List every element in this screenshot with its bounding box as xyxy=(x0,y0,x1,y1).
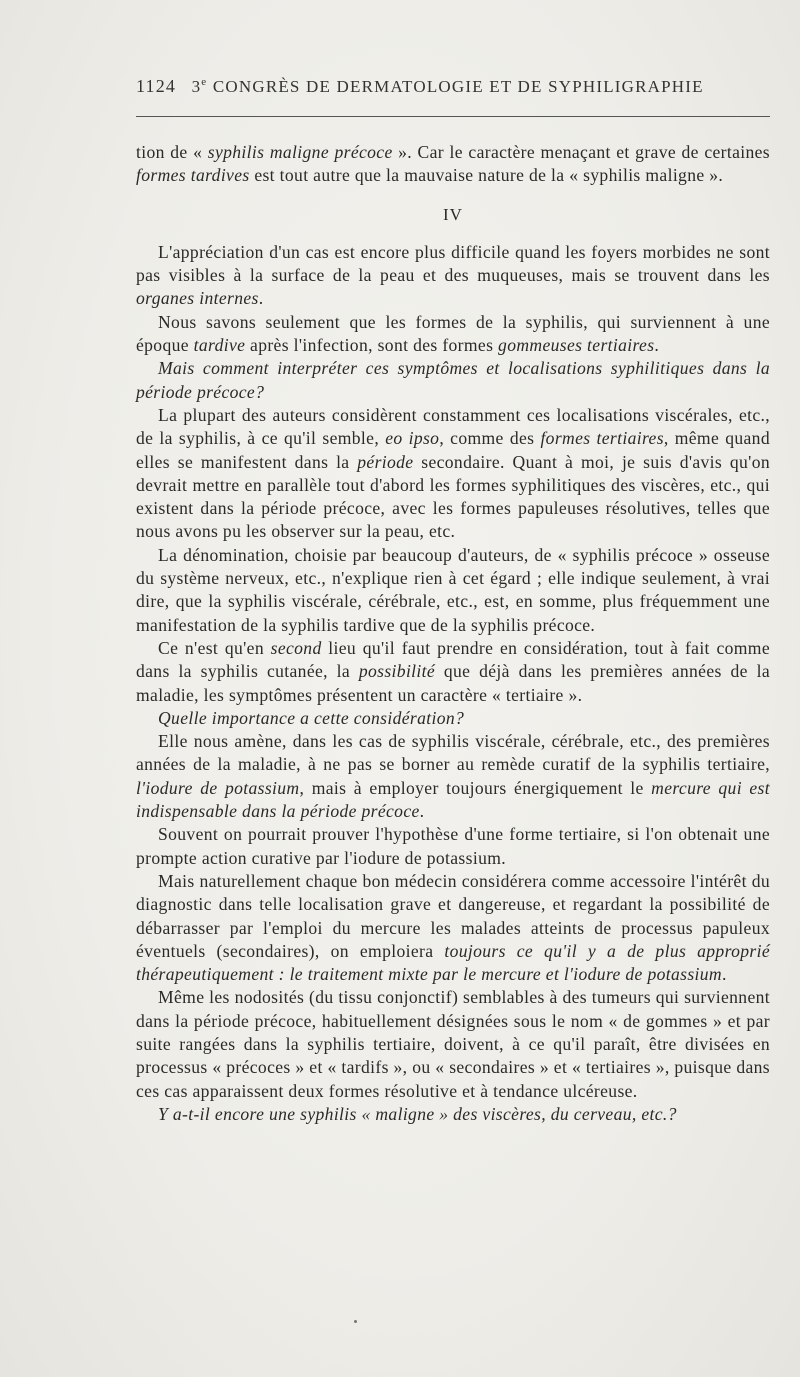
paragraph: Souvent on pourrait prouver l'hypothèse d'une forme tertiaire, si l'on obtenait une prompte action curative par l'iodure de potassium. xyxy=(136,824,770,868)
text-run: . xyxy=(654,335,660,356)
paragraph xyxy=(136,404,770,544)
header-title: CONGRÈS DE DERMATOLOGIE ET DE SYPHILIGRAPHIE xyxy=(212,77,704,96)
text-run: La plupart des auteurs considèrent constamment ces localisations viscérales, etc., de la syphilis, à ce qu'il semble, xyxy=(136,404,770,449)
congress-ordinal-suffix: e xyxy=(201,76,208,88)
italic-term: tardive xyxy=(193,335,246,356)
italic-term: formes tardives xyxy=(136,165,250,186)
text-run: , même quand elles se manifestent dans la xyxy=(136,428,770,472)
italic-term: mercure qui est indispensable dans la période précoce xyxy=(136,777,770,822)
italic-term: possibilité xyxy=(358,661,436,682)
text-run: est tout autre que la mauvaise nature de la « syphilis maligne ». xyxy=(249,165,724,186)
text-run: . xyxy=(721,964,727,985)
text-run: secondaire. Quant à moi, je suis d'avis qu'on devrait mettre en parallèle tout d'abord les formes syphilitiques des viscères, etc., qui existent dans la période précoce, avec les formes papuleuses résolutives, telles que nous avons pu les observer sur la peau, etc. xyxy=(136,451,770,542)
text-run: Elle nous amène, dans les cas de syphilis viscérale, cérébrale, etc., des premières années de la maladie, à ne pas se borner au remède curatif de la syphilis tertiaire, xyxy=(136,731,770,775)
text-run: Mais naturellement chaque bon médecin considérera comme accessoire l'intérêt du diagnostic dans telle localisation grave et dangereuse, et regardant la possibilité de débarrasser par l'emploi du mercure les malades atteints de processus papuleux éventuels (secondaires), on emploiera xyxy=(136,870,770,961)
body-text xyxy=(136,141,770,1126)
paragraph xyxy=(136,311,770,358)
italic-term: syphilis maligne précoce xyxy=(207,142,393,162)
paragraph xyxy=(136,241,770,311)
italic-term: second xyxy=(270,637,322,658)
paragraph xyxy=(136,637,770,707)
italic-term: eo ipso xyxy=(385,428,440,449)
italic-question: Mais comment interpréter ces symptômes et localisations syphilitiques dans la période précoce? xyxy=(136,358,770,402)
italic-term: période xyxy=(357,451,414,472)
congress-ordinal-number: 3 xyxy=(191,77,202,96)
text-run: . xyxy=(258,288,264,309)
text-run: après l'infection, sont des formes xyxy=(245,335,499,356)
text-run: . xyxy=(419,801,425,822)
page-number: 1124 xyxy=(136,76,177,96)
text-run: Nous savons seulement que les formes de la syphilis, qui surviennent à une époque xyxy=(136,311,770,356)
italic-question: Y a-t-il encore une syphilis « maligne » des viscères, du cerveau, etc.? xyxy=(158,1103,677,1124)
italic-term: organes internes xyxy=(136,288,259,309)
paragraph: Même les nodosités (du tissu conjonctif) semblables à des tumeurs qui surviennent dans la période précoce, habituellement désignées sous le nom « de gommes » et par suite rangées dans la syphilis tertiaire, doivent, à ce qu'il paraît, être divisées en processus « précoces » et « tardifs », ou « secondaires » et « tertiaires », puisque dans ces cas apparaissent deux formes résolutive et à tendance ulcéreuse. xyxy=(136,987,770,1101)
paragraph xyxy=(136,730,770,823)
text-run: L'appréciation d'un cas est encore plus difficile quand les foyers morbides ne sont pas visibles à la surface de la peau et des muqueuses, mais se trouvent dans les xyxy=(136,241,770,286)
paragraph-continuation xyxy=(136,141,770,188)
paragraph xyxy=(136,870,770,986)
italic-term: toujours ce qu'il y a de plus approprié thérapeutiquement : le traitement mixte par le mercure et l'iodure de potassium xyxy=(136,940,771,985)
text-run: que déjà dans les premières années de la maladie, les symptômes présentent un caractère « tertiaire ». xyxy=(136,661,770,705)
section-heading: IV xyxy=(443,204,463,224)
text-run: tion de « xyxy=(136,142,208,162)
print-speck xyxy=(354,1320,357,1323)
paragraph: La dénomination, choisie par beaucoup d'auteurs, de « syphilis précoce » osseuse du système nerveux, etc., n'explique rien à cet égard ; elle indique seulement, à vrai dire, que la syphilis viscérale, cérébrale, etc., est, en somme, plus fréquemment une manifestation de la syphilis tardive que de la syphilis précoce. xyxy=(136,544,770,635)
italic-term: formes tertiaires xyxy=(540,428,664,449)
text-run: ». Car le caractère menaçant et grave de certaines xyxy=(392,142,770,162)
italic-question: Quelle importance a cette considération? xyxy=(158,707,465,728)
running-header xyxy=(136,76,766,97)
italic-term: gommeuses tertiaires xyxy=(498,335,655,356)
text-run: , comme des xyxy=(439,428,541,449)
italic-term: l'iodure de potassium xyxy=(136,777,300,798)
congress-ordinal xyxy=(192,77,208,96)
text-run: lieu qu'il faut prendre en considération, tout à fait comme dans la syphilis cutanée, la xyxy=(136,637,770,682)
text-run: , mais à employer toujours énergiquement le xyxy=(299,777,652,798)
header-rule xyxy=(136,116,770,117)
text-run: Ce n'est qu'en xyxy=(158,637,271,658)
